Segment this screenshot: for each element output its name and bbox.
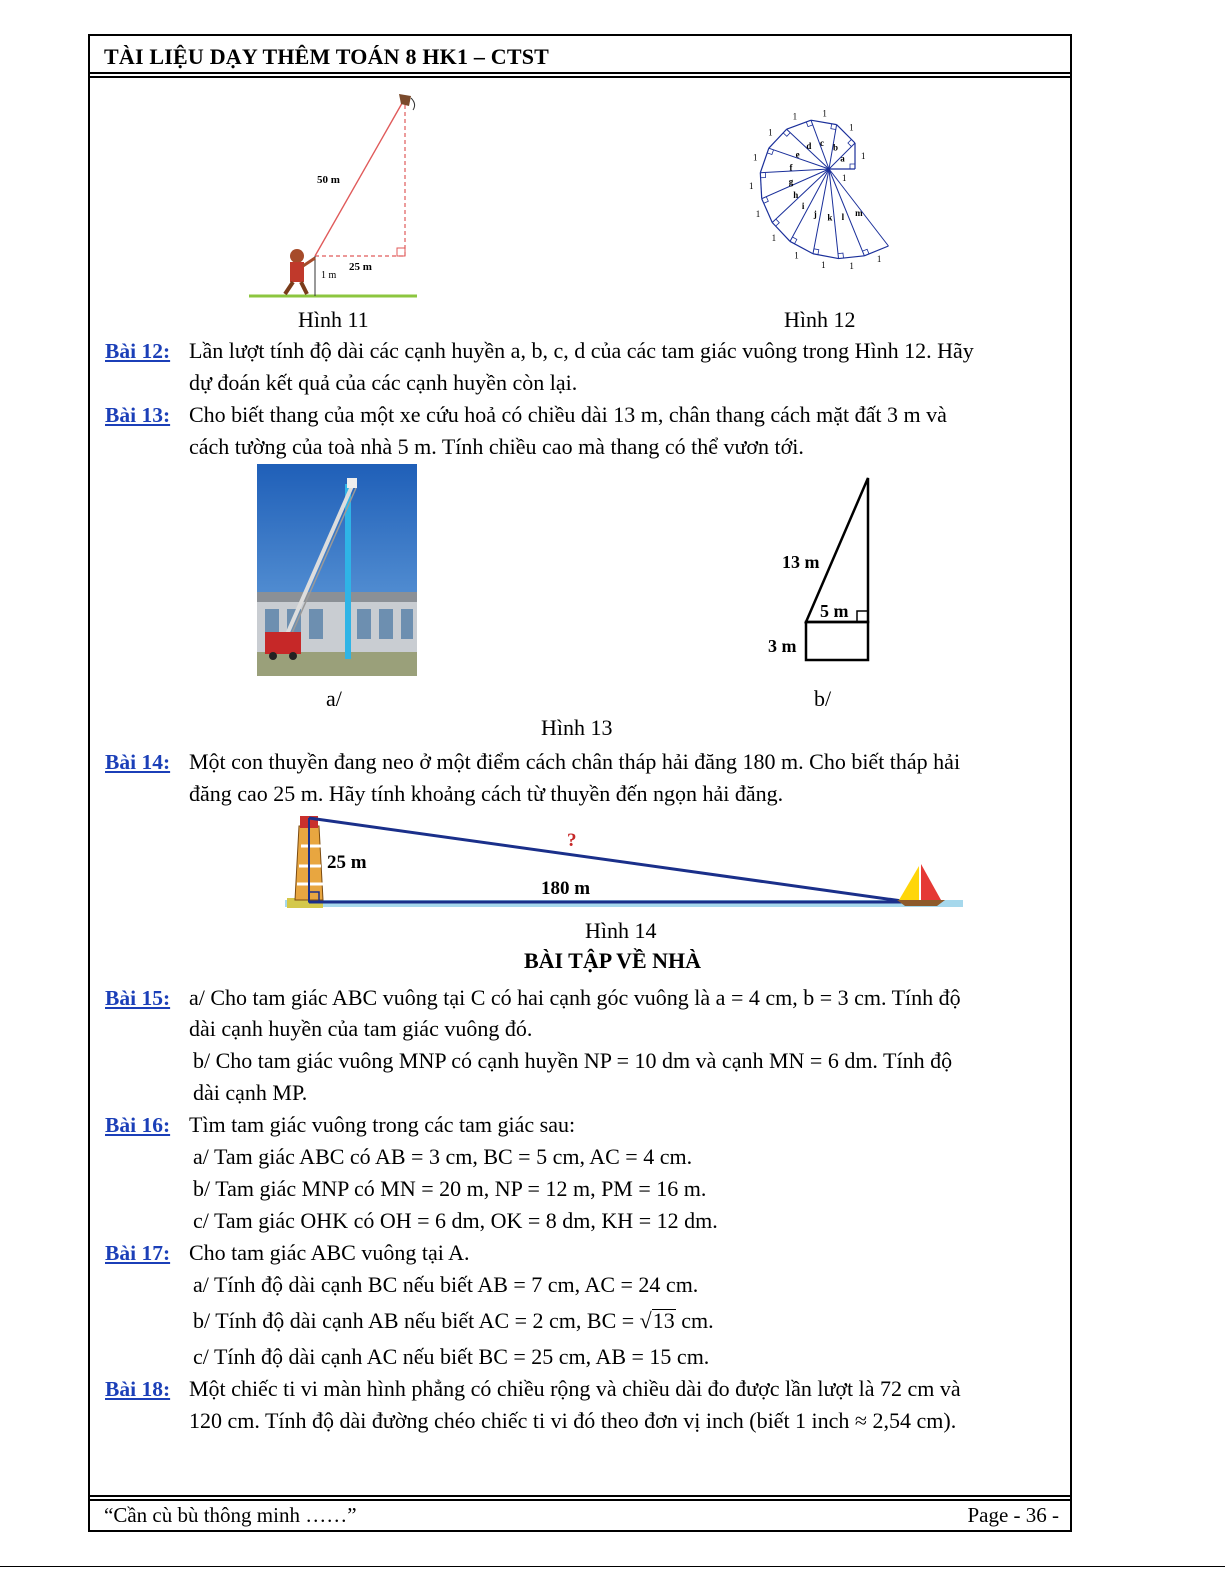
exercise-17-line-4: c/ Tính độ dài cạnh AC nếu biết BC = 25 cm, AB = 15 cm. bbox=[193, 1344, 710, 1369]
page-header: TÀI LIỆU DẠY THÊM TOÁN 8 HK1 – CTST bbox=[104, 44, 550, 69]
figure-11-kite bbox=[245, 86, 425, 301]
fig12-hyp-letter-m: m bbox=[855, 207, 863, 218]
fig12-hyp-letter-f: f bbox=[789, 162, 793, 173]
exercise-15-line-4: dài cạnh MP. bbox=[193, 1080, 308, 1105]
exercise-18-line-2: 120 cm. Tính độ dài đường chéo chiếc ti vi đó theo đơn vị inch (biết 1 inch ≈ 2,54 cm). bbox=[189, 1408, 957, 1433]
exercise-18-line-1: Một chiếc ti vi màn hình phẳng có chiều rộng và chiều dài đo được lần lượt là 72 cm và bbox=[189, 1376, 961, 1401]
page-number: Page - 36 - bbox=[967, 1503, 1059, 1527]
fig12-side-label: 1 bbox=[771, 233, 777, 244]
fig12-side-label: 1 bbox=[749, 181, 754, 192]
fig12-side-label: 1 bbox=[849, 261, 854, 272]
fig12-caption: Hình 12 bbox=[784, 307, 856, 332]
fig11-label-hyp: 50 m bbox=[317, 174, 340, 186]
fig14-caption: Hình 14 bbox=[585, 918, 657, 943]
exercise-13-label: Bài 13: bbox=[105, 403, 171, 427]
exercise-16-line-1: Tìm tam giác vuông trong các tam giác sau: bbox=[189, 1112, 576, 1137]
fig12-hyp-letter-g: g bbox=[788, 176, 794, 187]
fig12-side-label: 1 bbox=[821, 259, 826, 270]
exercise-15-line-2: dài cạnh huyền của tam giác vuông đó. bbox=[189, 1016, 533, 1041]
figure-13b-diagram bbox=[760, 470, 880, 670]
exercise-17-line-3: b/ Tính độ dài cạnh AB nếu biết AC = 2 cm, BC = √13 cm. bbox=[193, 1308, 714, 1333]
fig12-hyp-letter-b: b bbox=[832, 142, 838, 153]
header-rule bbox=[90, 72, 1070, 74]
exercise-13-line-2: cách tường của toà nhà 5 m. Tính chiều cao mà thang có thể vươn tới. bbox=[189, 434, 804, 459]
fig13-caption: Hình 13 bbox=[541, 715, 613, 740]
fig14-label-height: 25 m bbox=[327, 852, 367, 873]
footer-rule-2 bbox=[90, 1499, 1070, 1501]
fig12-hyp-letter-c: c bbox=[819, 137, 824, 148]
exercise-15-line-3: b/ Cho tam giác vuông MNP có cạnh huyền NP = 10 dm và cạnh MN = 6 dm. Tính độ bbox=[193, 1048, 953, 1073]
exercise-15-label: Bài 15: bbox=[105, 986, 171, 1010]
fig12-hyp-letter-a: a bbox=[840, 153, 845, 164]
exercise-16-line-3: b/ Tam giác MNP có MN = 20 m, NP = 12 m, PM = 16 m. bbox=[193, 1176, 707, 1201]
exercise-17-label: Bài 17: bbox=[105, 1241, 171, 1265]
fig12-hyp-letter-e: e bbox=[795, 149, 800, 160]
fig13-sub-a: a/ bbox=[326, 686, 342, 711]
footer-quote: “Cần cù bù thông minh ……” bbox=[104, 1503, 357, 1527]
exercise-17-line-3-unit: cm. bbox=[675, 1308, 714, 1333]
sqrt-radicand: 13 bbox=[652, 1308, 675, 1333]
fig12-side-label: 1 bbox=[861, 151, 866, 161]
fig12-hyp-letter-d: d bbox=[806, 140, 812, 151]
exercise-14-line-1: Một con thuyền đang neo ở một điểm cách chân tháp hải đăng 180 m. Cho biết tháp hải bbox=[189, 749, 961, 774]
exercise-16-label: Bài 16: bbox=[105, 1113, 171, 1137]
fig13-sub-b: b/ bbox=[814, 686, 832, 711]
header-rule-2 bbox=[90, 76, 1070, 78]
exercise-12-line-1: Lần lượt tính độ dài các cạnh huyền a, b, c, d của các tam giác vuông trong Hình 12. Hãy bbox=[189, 338, 974, 363]
exercise-13-line-1: Cho biết thang của một xe cứu hoả có chiều dài 13 m, chân thang cách mặt đất 3 m và bbox=[189, 402, 947, 427]
figure-13a-photo bbox=[257, 464, 417, 676]
exercise-17-line-3-text: b/ Tính độ dài cạnh AB nếu biết AC = 2 cm, BC = bbox=[193, 1308, 640, 1333]
exercise-17-line-1: Cho tam giác ABC vuông tại A. bbox=[189, 1240, 470, 1265]
fig12-hyp-letter-l: l bbox=[841, 212, 845, 223]
fig12-side-label: 1 bbox=[768, 127, 773, 138]
fig12-side-label: 1 bbox=[792, 111, 798, 122]
fig13-label-ladder: 13 m bbox=[782, 552, 820, 572]
fig12-hyp-letter-k: k bbox=[827, 212, 833, 223]
fig12-side-label: 1 bbox=[755, 209, 761, 220]
fig12-side-label: 1 bbox=[822, 108, 827, 119]
exercise-14-label: Bài 14: bbox=[105, 750, 171, 774]
fig13-label-base: 3 m bbox=[768, 636, 797, 656]
exercise-12-line-2: dự đoán kết quả của các cạnh huyền còn lại. bbox=[189, 370, 578, 395]
fig12-side-label: 1 bbox=[849, 122, 854, 133]
figure-12-spiral bbox=[725, 86, 925, 301]
fig12-hyp-letter-i: i bbox=[801, 200, 805, 211]
fig11-caption: Hình 11 bbox=[298, 307, 369, 332]
page-bottom-rule bbox=[0, 1566, 1225, 1567]
exercise-12-label: Bài 12: bbox=[105, 339, 171, 363]
exercise-18-label: Bài 18: bbox=[105, 1377, 171, 1401]
fig12-hyp-letter-h: h bbox=[793, 189, 799, 200]
fig11-label-base: 25 m bbox=[349, 261, 372, 273]
homework-title: BÀI TẬP VỀ NHÀ bbox=[523, 948, 702, 973]
fig13-label-wall: 5 m bbox=[820, 601, 849, 621]
fig12-hyp-letter-j: j bbox=[813, 208, 817, 219]
exercise-16-line-2: a/ Tam giác ABC có AB = 3 cm, BC = 5 cm, AC = 4 cm. bbox=[193, 1144, 693, 1169]
exercise-17-line-2: a/ Tính độ dài cạnh BC nếu biết AB = 7 cm, AC = 24 cm. bbox=[193, 1272, 699, 1297]
fig12-side-label: 1 bbox=[842, 173, 847, 183]
fig14-label-unknown: ? bbox=[567, 830, 577, 851]
fig11-label-height: 1 m bbox=[321, 270, 337, 281]
exercise-16-line-4: c/ Tam giác OHK có OH = 6 dm, OK = 8 dm, KH = 12 dm. bbox=[193, 1208, 718, 1233]
figure-14-lighthouse bbox=[285, 812, 965, 914]
fig14-label-dist: 180 m bbox=[541, 878, 591, 899]
fig12-side-label: 1 bbox=[794, 250, 799, 261]
exercise-15-line-1: a/ Cho tam giác ABC vuông tại C có hai cạnh góc vuông là a = 4 cm, b = 3 cm. Tính độ bbox=[189, 985, 961, 1010]
footer-rule bbox=[90, 1495, 1070, 1497]
fig12-side-label: 1 bbox=[876, 254, 882, 265]
fig12-side-label: 1 bbox=[753, 152, 758, 163]
exercise-14-line-2: đăng cao 25 m. Hãy tính khoảng cách từ thuyền đến ngọn hải đăng. bbox=[189, 781, 784, 806]
